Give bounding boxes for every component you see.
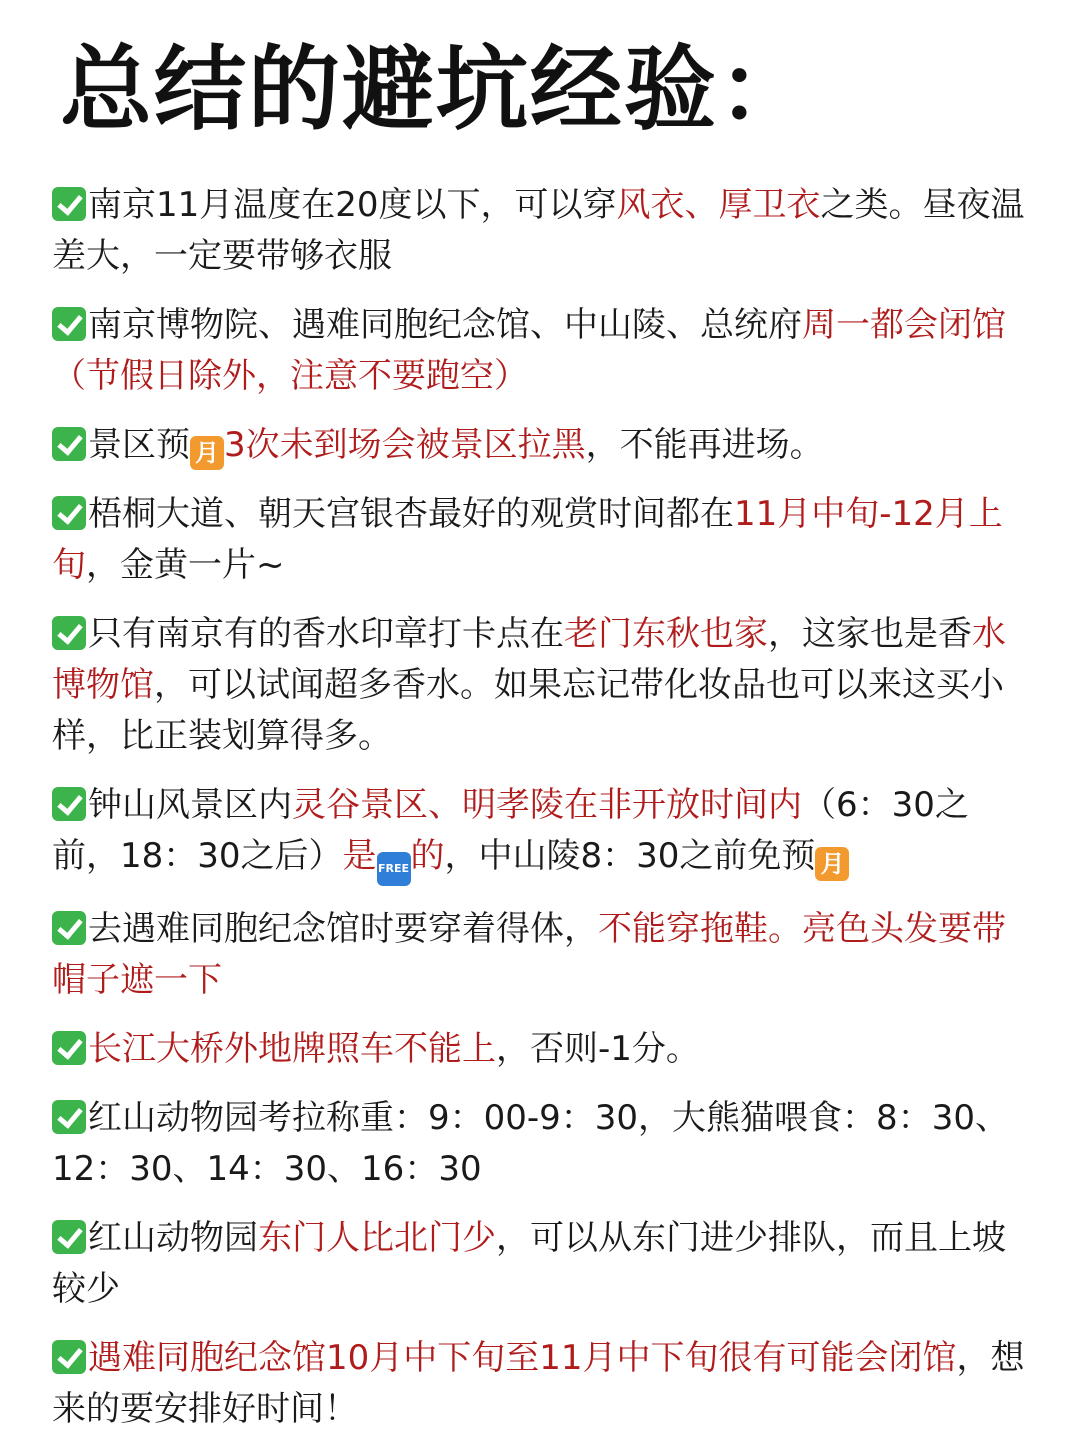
- tip-text: 之类。昼夜温差大，一定要带够衣服: [52, 185, 1025, 276]
- tip-highlight-text: 老门东秋也家: [564, 614, 768, 654]
- tip-highlight-text: 遇难同胞纪念馆10月中下旬至11月中下旬很有可能会闭馆: [88, 1338, 957, 1378]
- tip-item: [52, 300, 1028, 402]
- tip-text: （6：30之前，18：30之后）: [52, 785, 969, 876]
- tip-text: ，可以从东门进少排队，而且上坡较少: [52, 1218, 1006, 1309]
- tip-item: [52, 1333, 1028, 1435]
- tip-text: 景区预: [88, 425, 190, 465]
- moon-icon: 月: [815, 847, 849, 881]
- tip-text: ，这家也是香: [768, 614, 972, 654]
- tip-highlight-text: 水博物馆: [52, 614, 1006, 705]
- tip-text: ，可以试闻超多香水。如果忘记带化妆品也可以来这买小样，比正装划算得多。: [52, 665, 1004, 756]
- tip-text: ，否则-1分。: [496, 1029, 700, 1069]
- tip-item: [52, 1213, 1028, 1315]
- tip-highlight-text: 东门人比北门少: [258, 1218, 496, 1258]
- tip-highlight-text: 不能穿拖鞋。亮色头发要带帽子遮一下: [52, 909, 1006, 1000]
- tip-highlight-text: 3次未到场会被景区拉黑: [224, 425, 586, 465]
- tip-text: 南京11月温度在20度以下，可以穿: [88, 185, 617, 225]
- tip-highlight-text: 灵谷景区、明孝陵在非开放时间内: [292, 785, 802, 825]
- tip-item: [52, 1024, 1028, 1075]
- tips-list: [52, 180, 1028, 1435]
- tip-highlight-text: 周一都会闭馆（节假日除外，注意不要跑空）: [52, 305, 1006, 396]
- tip-highlight-text: 11月中旬-12月上旬: [52, 494, 1003, 585]
- tip-text: 南京博物院、遇难同胞纪念馆、中山陵、总统府: [88, 305, 802, 345]
- tip-highlight-text: 是: [342, 836, 377, 876]
- tip-text: ，想来的要安排好时间！: [52, 1338, 1025, 1429]
- tip-item: [52, 180, 1028, 282]
- tip-item: [52, 420, 1028, 471]
- check-mark-icon: [52, 1100, 86, 1134]
- check-mark-icon: [52, 187, 86, 221]
- check-mark-icon: [52, 1220, 86, 1254]
- tip-item: [52, 780, 1028, 886]
- tip-highlight-text: 长江大桥外地牌照车不能上: [88, 1029, 496, 1069]
- tip-item: [52, 489, 1028, 591]
- tip-text: 红山动物园考拉称重：9：00-9：30，大熊猫喂食：8：30、12：30、14：30、16：30: [52, 1098, 1009, 1189]
- check-mark-icon: [52, 1031, 86, 1065]
- tip-highlight-text: 风衣、厚卫衣: [616, 185, 821, 225]
- check-mark-icon: [52, 496, 86, 530]
- tip-text: 钟山风景区内: [88, 785, 292, 825]
- check-mark-icon: [52, 427, 86, 461]
- tip-text: 红山动物园: [88, 1218, 258, 1258]
- tip-highlight-text: 的: [410, 836, 445, 876]
- tip-text: ，不能再进场。: [585, 425, 824, 465]
- moon-icon: 月: [190, 436, 224, 470]
- tip-text: 只有南京有的香水印章打卡点在: [88, 614, 564, 654]
- check-mark-icon: [52, 307, 86, 341]
- check-mark-icon: [52, 911, 86, 945]
- tip-text: ，金黄一片~: [86, 545, 285, 585]
- free-icon: FREE: [377, 852, 411, 886]
- check-mark-icon: [52, 616, 86, 650]
- tip-text: 梧桐大道、朝天宫银杏最好的观赏时间都在: [88, 494, 734, 534]
- tip-item: [52, 904, 1028, 1006]
- page-title: 总结的避坑经验：: [60, 36, 813, 143]
- tip-text: 去遇难同胞纪念馆时要穿着得体，: [88, 909, 598, 949]
- tip-item: [52, 1093, 1028, 1195]
- check-mark-icon: [52, 1340, 86, 1374]
- check-mark-icon: [52, 787, 86, 821]
- tip-text: ，中山陵8：30之前免预: [444, 836, 816, 876]
- tip-item: [52, 609, 1028, 762]
